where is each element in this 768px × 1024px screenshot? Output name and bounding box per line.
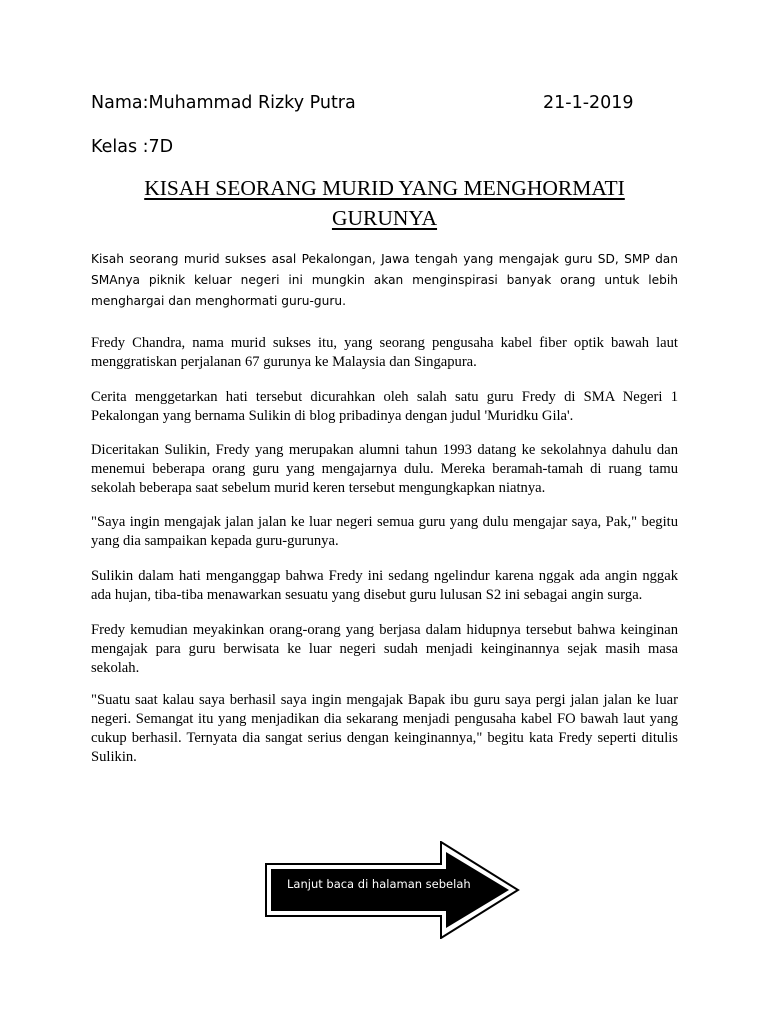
student-class: Kelas :7D <box>91 137 174 157</box>
body-paragraph-6: Fredy kemudian meyakinkan orang-orang yang berjasa dalam hidupnya tersebut bahwa keinginan mengajak para guru berwisata ke luar negeri sudah menjadi keinginannya sejak masih masa sekolah. <box>91 622 678 676</box>
body-paragraph-2: Cerita menggetarkan hati tersebut dicurahkan oleh salah satu guru Fredy di SMA Negeri 1 Pekalongan yang bernama Sulikin di blog pribadinya dengan judul 'Muridku Gila'. <box>91 389 678 424</box>
document-date: 21-1-2019 <box>543 93 634 113</box>
body-paragraph-5: Sulikin dalam hati menganggap bahwa Fredy ini sedang ngelindur karena nggak ada angin nggak ada hujan, tiba-tiba menawarkan sesuatu yang disebut guru lulusan S2 ini sebagai angin surga. <box>91 568 678 603</box>
next-page-label: Lanjut baca di halaman sebelah <box>287 877 471 891</box>
next-page-arrow <box>265 841 521 939</box>
body-paragraph-1: Fredy Chandra, nama murid sukses itu, yang seorang pengusaha kabel fiber optik bawah laut menggratiskan perjalanan 67 gurunya ke Malaysia dan Singapura. <box>91 335 678 370</box>
document-title: KISAH SEORANG MURID YANG MENGHORMATI GURUNYA <box>144 176 625 230</box>
body-paragraph-4: "Saya ingin mengajak jalan jalan ke luar negeri semua guru yang dulu mengajar saya, Pak," begitu yang dia sampaikan kepada guru-gurunya. <box>91 514 678 549</box>
intro-paragraph: Kisah seorang murid sukses asal Pekalongan, Jawa tengah yang mengajak guru SD, SMP dan SMAnya piknik keluar negeri ini mungkin akan menginspirasi banyak orang untuk lebih menghargai dan menghormati guru-guru. <box>91 252 678 308</box>
body-paragraph-3: Diceritakan Sulikin, Fredy yang merupakan alumni tahun 1993 datang ke sekolahnya dahulu dan menemui beberapa orang guru yang mengajarnya dulu. Mereka beramah-tamah di ruang tamu sekolah beberapa saat sebelum murid keren tersebut mengungkapkan niatnya. <box>91 442 678 496</box>
body-paragraph-7: "Suatu saat kalau saya berhasil saya ingin mengajak Bapak ibu guru saya pergi jalan jalan ke luar negeri. Semangat itu yang menjadikan dia sekarang menjadi pengusaha kabel FO bawah laut yang cukup berhasil. Ternyata dia sangat serius dengan keinginannya," begitu kata Fredy seperti ditulis Sulikin. <box>91 692 678 765</box>
student-name: Nama:Muhammad Rizky Putra <box>91 93 356 113</box>
